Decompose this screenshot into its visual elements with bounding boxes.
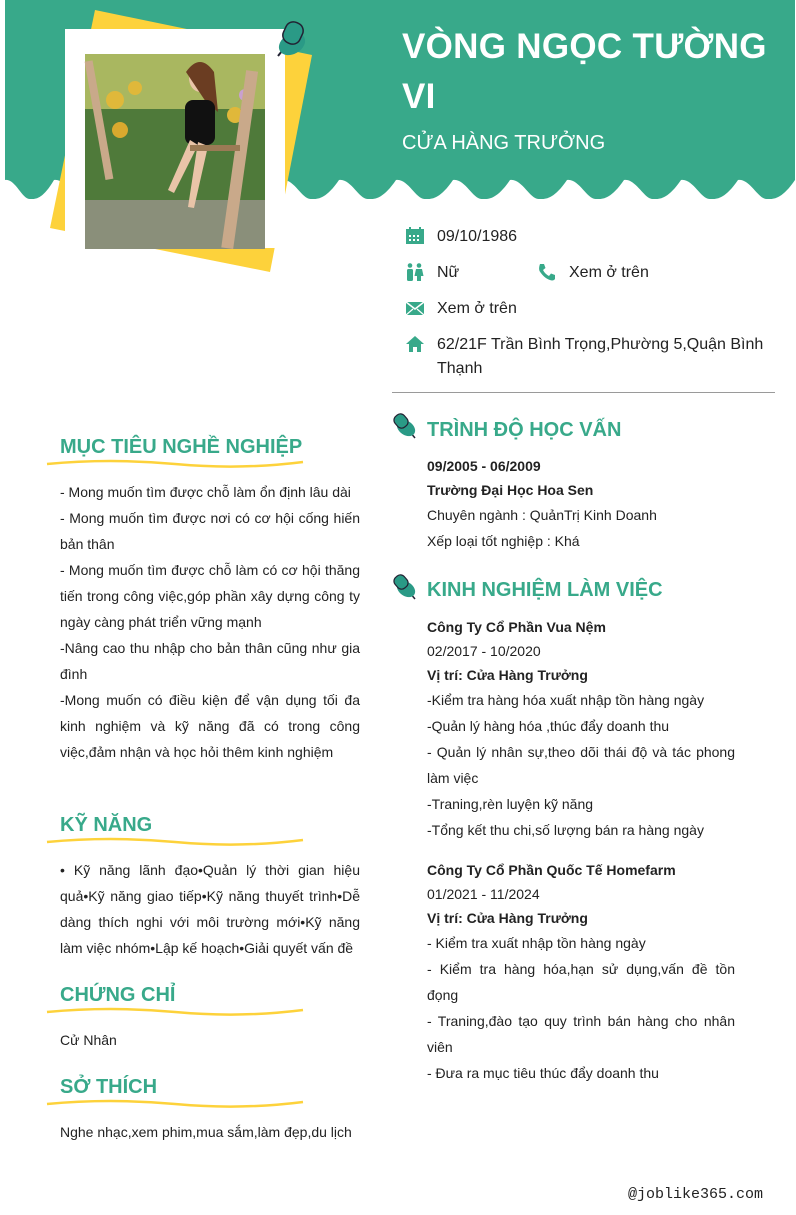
certificates-text [60, 1027, 360, 1053]
job-duty: - Kiểm tra xuất nhập tồn hàng ngày [427, 935, 646, 951]
calendar-icon [405, 227, 425, 245]
objective-item: - Mong muốn tìm được chỗ làm có cơ hội thăng tiến trong công việc,góp phần xây dựng công ty ngày càng phát triển vững mạnh [60, 562, 360, 630]
job-period: 02/2017 - 10/2020 [427, 643, 541, 659]
contact-divider [392, 392, 775, 393]
job-duty: -Tổng kết thu chi,số lượng bán ra hàng ngày [427, 822, 704, 838]
career-objective-list [60, 479, 360, 765]
career-objective-title: MỤC TIÊU NGHỀ NGHIỆP [60, 436, 303, 458]
job-duty: - Traning,đào tạo quy trình bán hàng cho nhân viên [427, 1013, 735, 1055]
experience-title: KINH NGHIỆM LÀM VIỆC [427, 579, 663, 601]
job-duty: - Đưa ra mục tiêu thúc đẩy doanh thu [427, 1065, 659, 1081]
watermark: @joblike365.com [628, 1186, 764, 1203]
skills-title: KỸ NĂNG [60, 814, 153, 836]
job-period: 01/2021 - 11/2024 [427, 886, 540, 902]
job-duty: -Quản lý hàng hóa ,thúc đẩy doanh thu [427, 718, 670, 734]
birthday-value: 09/10/1986 [437, 228, 518, 245]
title-underline-wave [45, 456, 305, 470]
address-line-1: 62/21F Trần Bình Trọng,Phường 5,Quận Bình [437, 336, 764, 353]
objective-item: -Mong muốn có điều kiện để vận dụng tối đa kinh nghiệm và kỹ năng đã có trong công việc,đảm nhận và học hỏi thêm kinh nghiệm [60, 692, 360, 760]
phone-icon [537, 263, 557, 281]
job-title: CỬA HÀNG TRƯỞNG [402, 132, 606, 154]
hobbies-title: SỞ THÍCH [60, 1076, 158, 1098]
pushpin-icon [392, 573, 418, 601]
gender-icon [405, 263, 425, 281]
address-line-2: Thạnh [437, 360, 483, 377]
job-duty: - Kiểm tra hàng hóa,hạn sử dụng,vấn đề tồn đọng [427, 961, 735, 1003]
title-underline-wave [45, 834, 305, 848]
experience-job [427, 858, 735, 1086]
job-duty: - Quản lý nhân sự,theo dõi thái độ và tác phong làm việc [427, 744, 735, 786]
pushpin-icon [392, 412, 418, 440]
education-title: TRÌNH ĐỘ HỌC VẤN [427, 419, 622, 441]
phone-value: Xem ở trên [569, 264, 649, 281]
job-duty: -Traning,rèn luyện kỹ năng [427, 796, 594, 812]
email-value: Xem ở trên [437, 300, 517, 317]
skills-text [60, 857, 360, 961]
candidate-name [402, 22, 782, 122]
certificates-title: CHỨNG CHỈ [60, 984, 176, 1006]
certificate-item: Cử Nhân [60, 1032, 117, 1048]
education-major: Chuyên ngành : QuảnTrị Kinh Doanh [427, 507, 657, 523]
email-icon [405, 299, 425, 317]
job-position: Vị trí: Cửa Hàng Trưởng [427, 910, 588, 926]
candidate-name-line-2: VI [402, 77, 436, 116]
objective-item: - Mong muốn tìm được chỗ làm ổn định lâu dài [60, 484, 351, 500]
hobbies-text [60, 1119, 360, 1145]
education-grade: Xếp loại tốt nghiệp : Khá [427, 533, 580, 549]
job-position: Vị trí: Cửa Hàng Trưởng [427, 667, 588, 683]
job-company: Công Ty Cổ Phần Vua Nệm [427, 619, 606, 635]
experience-job [427, 615, 735, 843]
objective-item: -Nâng cao thu nhập cho bản thân cũng như gia đình [60, 640, 360, 682]
address-value [437, 333, 763, 381]
job-duty: -Kiểm tra hàng hóa xuất nhập tồn hàng ngày [427, 692, 705, 708]
hobbies-paragraph: Nghe nhạc,xem phim,mua sắm,làm đẹp,du lịch [60, 1124, 352, 1140]
title-underline-wave [45, 1096, 305, 1110]
education-school: Trường Đại Học Hoa Sen [427, 482, 594, 498]
job-company: Công Ty Cổ Phần Quốc Tế Homefarm [427, 862, 676, 878]
gender-value: Nữ [437, 264, 460, 281]
profile-photo-frame [40, 0, 330, 290]
objective-item: - Mong muốn tìm được nơi có cơ hội cống hiến bản thân [60, 510, 360, 552]
profile-photo [85, 54, 265, 249]
title-underline-wave [45, 1004, 305, 1018]
skills-paragraph: • Kỹ năng lãnh đạo•Quản lý thời gian hiệu quả•Kỹ năng giao tiếp•Kỹ năng thuyết trình•Dễ dàng thích nghi với môi trường mới•Kỹ năng làm việc nhóm•Lập kế hoạch•Giải quyết vấn đề [60, 862, 360, 956]
education-block [427, 454, 735, 554]
education-period: 09/2005 - 06/2009 [427, 458, 541, 474]
home-icon [405, 335, 425, 353]
candidate-name-line-1: VÒNG NGỌC TƯỜNG [402, 27, 767, 66]
